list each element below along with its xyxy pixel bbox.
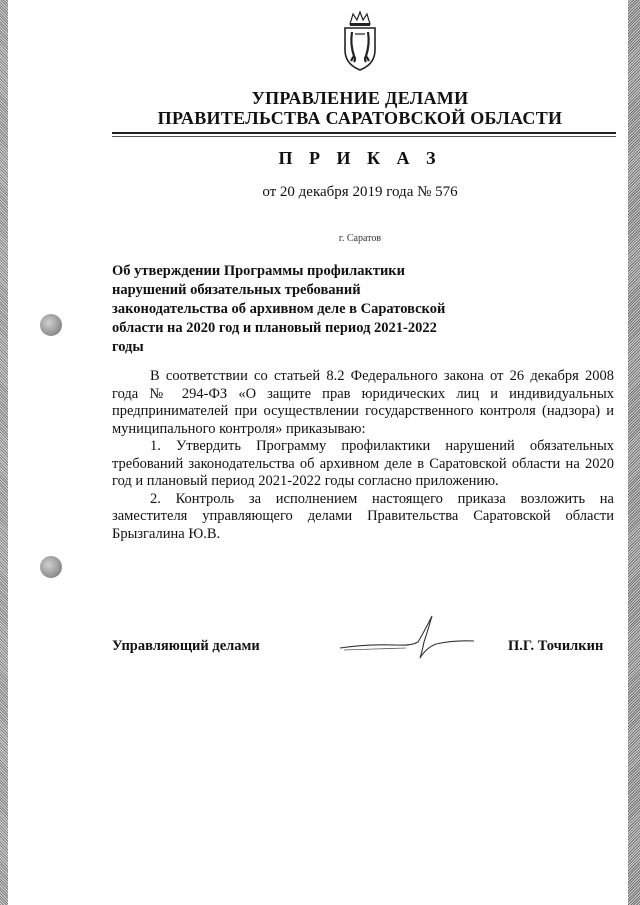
signatory-position: Управляющий делами — [112, 638, 260, 654]
org-name-line1: УПРАВЛЕНИЕ ДЕЛАМИ — [251, 88, 469, 108]
signatory-name: П.Г. Точилкин — [508, 638, 604, 654]
body-paragraph-preamble: В соответствии со статьей 8.2 Федерального закона от 26 декабря 2008 года № 294-ФЗ «О защите прав юридических лиц и индивидуальных предпринимателей при осуществлении государственного контроля (надзора) и муниципального контроля» приказываю: — [112, 368, 614, 437]
header-divider-thin — [112, 136, 616, 137]
document-city: г. Саратов — [338, 233, 382, 244]
handwritten-signature — [336, 608, 476, 664]
document-body — [112, 368, 614, 543]
header-divider — [112, 132, 616, 134]
body-paragraph-item-1: 1. Утвердить Программу профилактики нарушений обязательных требований законодательства об архивном деле в Саратовской области на 2020 год и плановый период 2021-2022 годы согласно приложению. — [112, 438, 614, 489]
document-subject: Об утверждении Программы профилактики нарушений обязательных требований законодательства об архивном деле в Саратовской области на 2020 год и плановый период 2021-2022 годы — [112, 263, 446, 355]
punch-hole-top — [40, 314, 62, 336]
punch-hole-bottom — [40, 556, 62, 578]
scan-edge-left — [0, 0, 8, 905]
document-title: П Р И К А З — [278, 148, 442, 168]
scan-edge-right — [628, 0, 640, 905]
document-date-number: от 20 декабря 2019 года № 576 — [262, 184, 458, 200]
coat-of-arms-icon — [341, 10, 379, 72]
body-paragraph-item-2: 2. Контроль за исполнением настоящего приказа возложить на заместителя управляющего делами Правительства Саратовской области Брызгалина Ю.В. — [112, 490, 614, 542]
org-name-line2: ПРАВИТЕЛЬСТВА САРАТОВСКОЙ ОБЛАСТИ — [157, 108, 563, 128]
